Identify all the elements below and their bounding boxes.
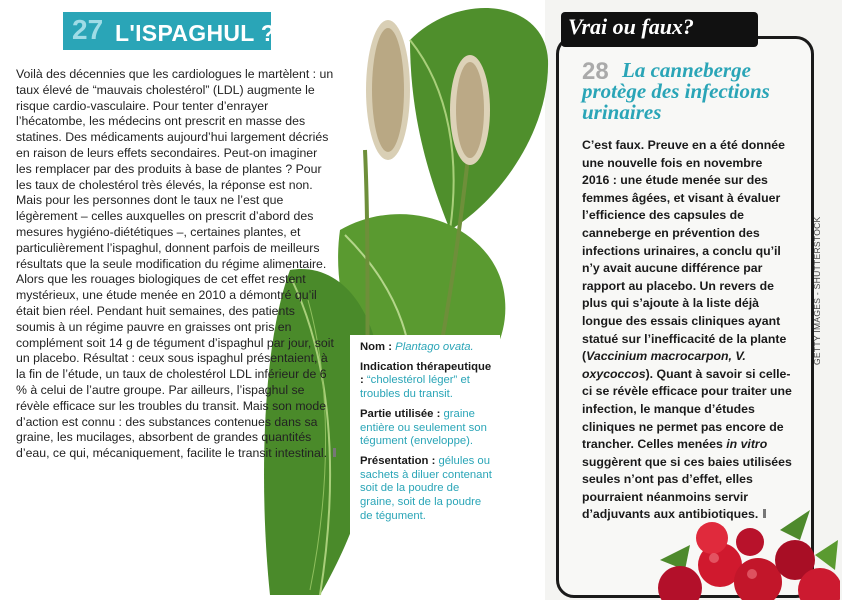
answer-part-1: C’est faux. Preuve en a été donnée une nouvelle fois en novembre 2016 : une étude menée sur des femmes âgées, et visant à évaluer l’efficience des capsules de canneberge en prévention des infections urinaires, a conclu qu’il n’y avait aucune différence par rapport au placebo. Un revers de plus qui s’ajoute à la liste déjà longue des essais cliniques ayant statué sur l’inefficacité de la plante ( <box>582 138 787 364</box>
answer-in-vitro: in vitro <box>726 437 768 452</box>
name-label: Nom : <box>360 341 393 353</box>
presentation-label: Présentation : <box>360 454 436 467</box>
part-label: Partie utilisée : <box>360 407 441 420</box>
vrai-ou-faux-label: Vrai ou faux? <box>568 14 694 39</box>
name-value: Plantago ovata. <box>395 341 474 353</box>
article-title: L'ISPAGHUL ? <box>115 20 276 46</box>
end-mark <box>333 448 336 457</box>
article-body <box>16 67 336 462</box>
article-paragraph-1: Voilà des décennies que les cardiologues le martèlent : un taux élevé de “mauvais cholestérol” (LDL) augmente le risque cardio-vasculaire. Pour tenter d’enrayer l’hécatombe, les médecins ont prescrit en masse des statines. Des médicaments aujourd’hui largement décriés en raison de leurs effets secondaires. Peut-on imaginer les remplacer par des produits à base de plantes ? Pour les taux de cholestérol très élevés, la réponse est non. Mais pour les personnes dont le taux ne l’est que légèrement – celles auxquelles on prescrit d’abord des mesures hygiéno-diététiques –, certaines plantes, et particulièrement l’ispaghul, donnent parfois de meilleurs résultats que la seule modification du régime alimentaire. <box>16 67 334 271</box>
photo-credit: GETTY IMAGES - SHUTTERSTOCK <box>812 216 822 365</box>
part-value: graine entière ou seulement son tégument (enveloppe). <box>360 407 487 448</box>
plant-info-box <box>350 335 500 593</box>
article-paragraph-2: Alors que les rouages biologiques de cet effet restent mystérieux, une étude menée en 2010 a démontré qu’il était bien réel. Pendant huit semaines, des patients soumis à un régime pauvre en graisses ont pris en complément soit 14 g de tégument d’ispaghul par jour, soit un placebo. Résultat : ceux sous ispaghul présentaient, à la fin de l’étude, un taux de cholestérol LDL inférieur de 6 % à celui de l’autre groupe. Par ailleurs, l’ispaghul se révèle efficace sur les troubles du transit. Mais son mode d’action est connu : des substances contenues dans sa graine, les mucilages, absorbent de grandes quantités d’eau, ce qui, mécaniquement, facilite le transit intestinal. <box>16 272 334 461</box>
answer-text <box>582 137 792 524</box>
question-number: 28 <box>582 58 609 85</box>
indication-label: Indication thérapeutique : <box>360 360 492 387</box>
presentation-value: gélules ou sachets à diluer contenant soit de la poudre de graine, soit de la poudre de tégument. <box>360 454 492 522</box>
answer-species: Vaccinium macrocarpon, V. oxycoccos <box>582 349 746 381</box>
answer-part-3: suggèrent que si ces baies utilisées seules n’ont pas d’effet, elles pourraient néanmoins servir d’adjuvants aux antibiotiques. <box>582 454 792 522</box>
indication-value: “cholestérol léger” et troubles du transit. <box>360 374 470 401</box>
cranberries-illustration <box>640 500 840 600</box>
question-title: La canneberge protège des infections urinaires <box>582 58 770 124</box>
article-number: 27 <box>72 14 104 45</box>
answer-part-2: ). Quant à savoir si celle-ci se révèle efficace pour traiter une infection, le manque d’études cliniques ne permet pas encore de trancher. Celles menées <box>582 366 792 452</box>
